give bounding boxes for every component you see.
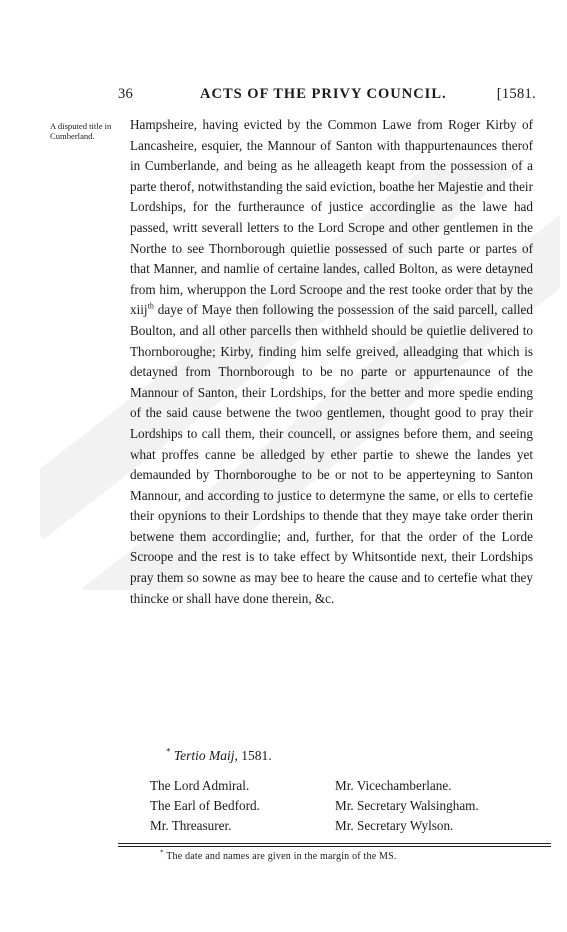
body-paragraph <box>130 115 533 609</box>
attendee: Mr. Secretary Wylson. <box>335 818 454 833</box>
attendee: The Earl of Bedford. <box>150 798 260 813</box>
attendee: Mr. Threasurer. <box>150 818 232 833</box>
margin-note: A disputed title in Cumberland. <box>50 121 112 141</box>
body-text-part-2: daye of Maye then following the possession of the said parcell, called Boulton, and all other parcells then withheld should be quietlie delivered to Thornboroughe; Kirby, finding him selfe greived, alleadging that which is detayned from Thornborough to be no parte or appurtenaunce of the Mannour of Santon, their Lordships, for the better and more spedie ending of the said cause betwene the twoo gentlemen, thought good to pray their Lordships to call them, their councell, or assignes before them, and seeing what proffes canne be alledged by ether partie to shewe the landes yet demaunded by Thornboroughe to be or not to be apperteyning to Santon Mannour, and according to justice to determyne the same, or ells to certefie their opynions to their Lordships to thende that they maye take order therin betwene them accordinglie; and, further, for that the order of the Lorde Scroope and the rest is to take effect by Whitsontide next, their Lordships pray them so sowne as may bee to heare the cause and to certefie what they thincke or shall have done therein, &c. <box>130 302 533 606</box>
page-number: 36 <box>118 86 134 102</box>
meeting-date <box>166 748 272 764</box>
attendees-right-column <box>335 776 479 836</box>
attendee: Mr. Vicechamberlane. <box>335 778 452 793</box>
footnote-rule <box>118 843 551 844</box>
ordinal-superscript: th <box>147 301 154 311</box>
attendee: Mr. Secretary Walsingham. <box>335 798 479 813</box>
body-text-part-1: Hampsheire, having evicted by the Common Lawe from Roger Kirby of Lancasheire, esquier, the Mannour of Santon with thappurtenaunces therof in Cumberlande, and being as he alleageth keapt from the possession of a parte therof, notwithstanding the said eviction, boathe her Majestie and their Lordships, for the furtheraunce of justice accordinglie as the lawe had passed, writt severall letters to the Lord Scrope and other gentlemen in the Northe to see Thornborough quietlie possessed of such parte or partes of that Manner, and namlie of certaine landes, called Bolton, as were detayned from him, wheruppon the Lord Scroope and the rest tooke order that by the xiij <box>130 117 533 318</box>
attendee: The Lord Admiral. <box>150 778 250 793</box>
footnote <box>160 848 397 862</box>
date-year: 1581. <box>241 748 272 763</box>
running-header <box>118 86 548 106</box>
date-text: Tertio Maij, <box>173 748 238 763</box>
running-title: ACTS OF THE PRIVY COUNCIL. <box>200 86 447 102</box>
running-year: [1581. <box>496 86 536 102</box>
footnote-rule <box>118 846 551 847</box>
footnote-text: The date and names are given in the margin of the MS. <box>166 851 397 862</box>
footnote-star: * <box>160 848 164 857</box>
attendees-left-column <box>150 776 260 836</box>
footnote-marker: * <box>166 746 171 757</box>
